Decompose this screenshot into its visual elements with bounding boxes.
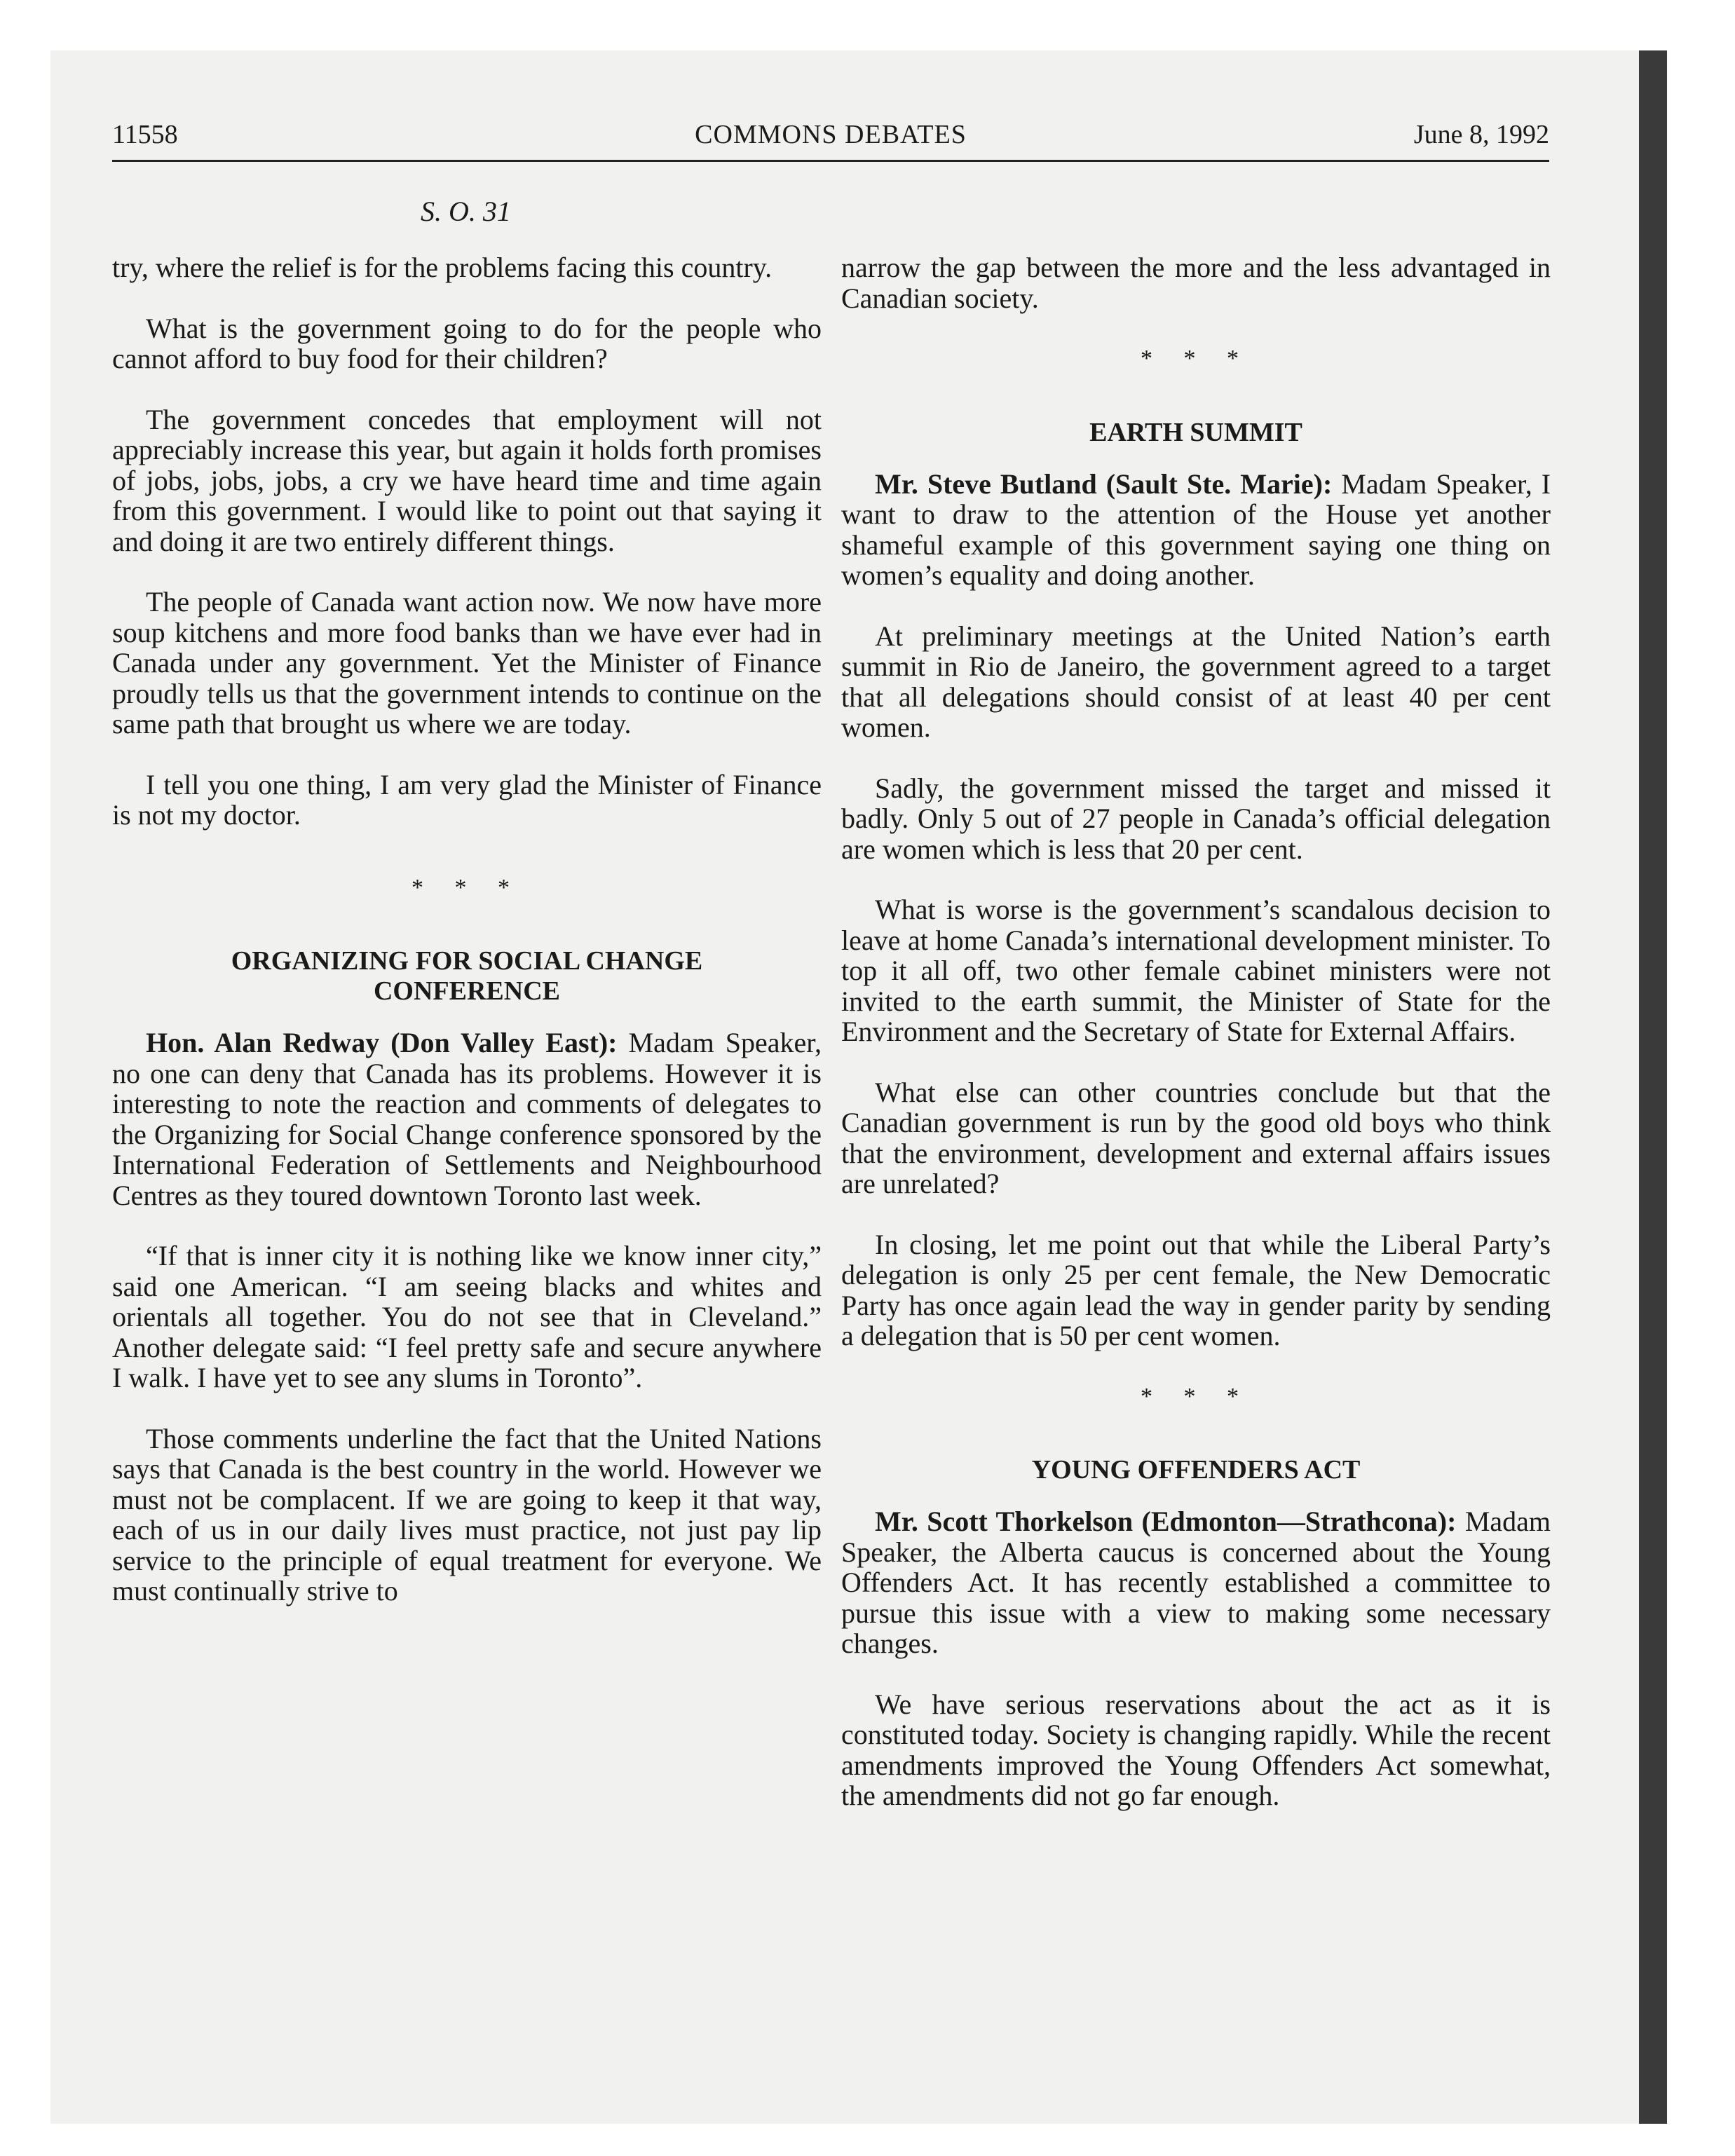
paragraph: What else can other countries conclude but that the Canadian government is run by the good old boys who think that the environment, development and external affairs issues are unrelated? (841, 1076, 1551, 1199)
left-column (112, 252, 822, 1637)
paragraph: “If that is inner city it is nothing like we know inner city,” said one American. “I am seeing blacks and whites and orientals all together. You do not see that in Cleveland.” Another delegate said: “I feel pretty safe and secure anywhere I walk. I have yet to see any slums in Toronto”. (112, 1240, 822, 1393)
paragraph: Sadly, the government missed the target and missed it badly. Only 5 out of 27 people in Canada’s official delegation are women which is less that 20 per cent. (841, 772, 1551, 865)
paragraph: At preliminary meetings at the United Nation’s earth summit in Rio de Janeiro, the government agreed to a target that all delegations should consist of at least 40 per cent women. (841, 620, 1551, 743)
paragraph: narrow the gap between the more and the less advantaged in Canadian society. (841, 252, 1551, 314)
speech-paragraph (841, 469, 1551, 591)
hansard-page (112, 119, 1551, 1811)
paragraph: The people of Canada want action now. We now have more soup kitchens and more food banks than we have ever had in Canada under any government. Yet the Minister of Finance proudly tells us that the government intends to continue on the same path that brought us where we are today. (112, 586, 822, 739)
speaker-name: Mr. Steve Butland (Sault Ste. Marie): (875, 468, 1333, 500)
issue-date: June 8, 1992 (1413, 120, 1549, 149)
paragraph: We have serious reservations about the act as it is constituted today. Society is changing rapidly. While the recent amendments improved the Young Offenders Act somewhat, the amendments did not go far enough. (841, 1688, 1551, 1811)
paragraph: try, where the relief is for the problems facing this country. (112, 252, 773, 283)
paragraph: I tell you one thing, I am very glad the Minister of Finance is not my doctor. (112, 768, 822, 831)
speaker-name: Hon. Alan Redway (Don Valley East): (146, 1027, 618, 1058)
section-separator: * * * (1141, 346, 1251, 371)
paragraph: The government concedes that employment will not appreciably increase this year, but again it holds forth promises of jobs, jobs, jobs, a cry we have heard time and time again from this government. I would like to point out that saying it and doing it are two entirely different things. (112, 403, 822, 557)
speech-text: Madam Speaker, the Alberta caucus is concerned about the Young Offenders Act. It has recently established a committee to pursue this issue with a view to making some necessary changes. (841, 1506, 1551, 1659)
section-heading: ORGANIZING FOR SOCIAL CHANGE CONFERENCE (231, 946, 703, 1006)
page-number: 11558 (112, 120, 178, 149)
speaker-name: Mr. Scott Thorkelson (Edmonton—Strathcona): (875, 1506, 1457, 1537)
journal-title: COMMONS DEBATES (695, 120, 967, 149)
speech-text: Madam Speaker, I want to draw to the attention of the House yet another shameful example of this government saying one thing on women’s equality and doing another. (841, 468, 1551, 591)
section-heading: EARTH SUMMIT (1089, 417, 1302, 447)
standing-order-reference: S. O. 31 (421, 196, 511, 227)
paragraph: What is the government going to do for the people who cannot afford to buy food for their children? (112, 312, 822, 374)
scan-edge-shadow (1639, 50, 1667, 2124)
section-separator: * * * (1141, 1383, 1251, 1410)
paragraph: In closing, let me point out that while the Liberal Party’s delegation is only 25 per cent female, the New Democratic Party has once again lead the way in gender parity by sending a delegation that is 50 per cent women. (841, 1228, 1551, 1351)
speech-paragraph (841, 1506, 1551, 1659)
paragraph: Those comments underline the fact that the United Nations says that Canada is the best country in the world. However we must not be complacent. If we are going to keep it that way, each of us in our daily lives must practice, not just pay lip service to the principle of equal treatment for everyone. We must continually strive to (112, 1422, 822, 1606)
speech-text: Madam Speaker, no one can deny that Canada has its problems. However it is interesting to note the reaction and comments of delegates to the Organizing for Social Change conference sponsored by the International Federation of Settlements and Neighbourhood Centres as they toured downtown Toronto last week. (112, 1027, 822, 1211)
running-header (112, 119, 1549, 162)
right-column (841, 252, 1551, 1841)
speech-paragraph (112, 1028, 822, 1210)
section-heading: YOUNG OFFENDERS ACT (1031, 1455, 1361, 1485)
section-separator: * * * (411, 874, 522, 901)
paragraph: What is worse is the government’s scandalous decision to leave at home Canada’s international development minister. To top it all off, two other female cabinet ministers were not invited to the earth summit, the Minister of State for the Environment and the Secretary of State for External Affairs. (841, 894, 1551, 1047)
